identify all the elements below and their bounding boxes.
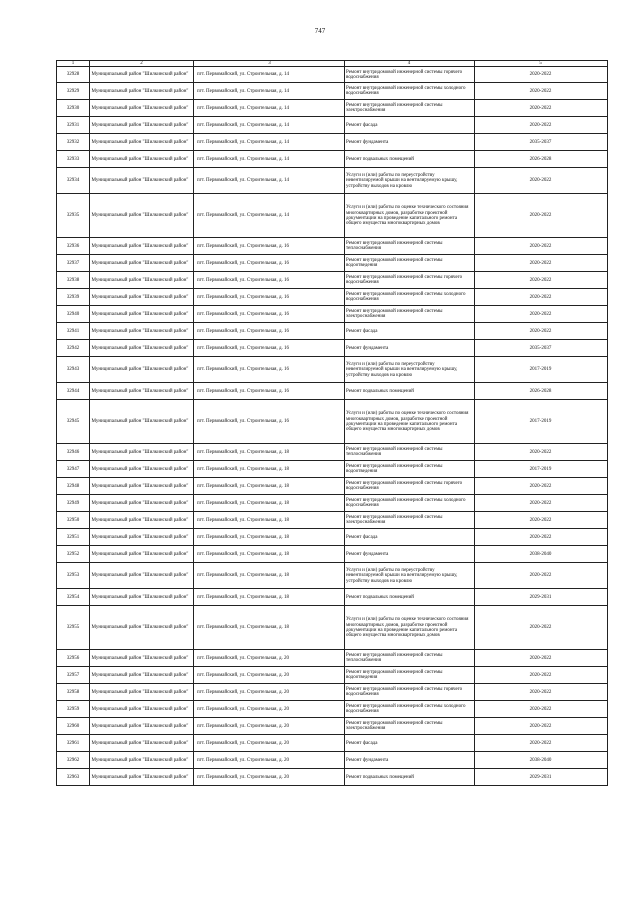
table-row	[57, 340, 608, 357]
period-cell: 2038-2040	[474, 752, 607, 769]
municipality-cell: Муниципальный район "Шилкинский район"	[90, 769, 194, 786]
table-row	[57, 444, 608, 461]
table-row	[57, 718, 608, 735]
row-id: 32940	[57, 306, 90, 323]
work-type-cell: Ремонт внутридомовой инженерной системы горячего водоснабжения	[344, 478, 474, 495]
column-header-3: 3	[194, 61, 345, 67]
municipality-cell: Муниципальный район "Шилкинский район"	[90, 289, 194, 306]
municipality-cell: Муниципальный район "Шилкинский район"	[90, 529, 194, 546]
period-cell: 2029-2031	[474, 589, 607, 606]
period-cell: 2017-2019	[474, 400, 607, 444]
period-cell: 2035-2037	[474, 134, 607, 151]
row-id: 32954	[57, 589, 90, 606]
period-cell: 2020-2022	[474, 100, 607, 117]
row-id: 32959	[57, 701, 90, 718]
period-cell: 2020-2022	[474, 512, 607, 529]
work-type-cell: Ремонт внутридомовой инженерной системы горячего водоснабжения	[344, 272, 474, 289]
work-type-cell: Ремонт фундамента	[344, 134, 474, 151]
table-row	[57, 323, 608, 340]
table-row	[57, 529, 608, 546]
address-cell: пгт. Первомайский, ул. Строительная, д. 20	[194, 735, 345, 752]
row-id: 32930	[57, 100, 90, 117]
table-row	[57, 194, 608, 238]
work-type-cell: Ремонт фундамента	[344, 340, 474, 357]
municipality-cell: Муниципальный район "Шилкинский район"	[90, 735, 194, 752]
table-row	[57, 67, 608, 83]
period-cell: 2020-2022	[474, 701, 607, 718]
address-cell: пгт. Первомайский, ул. Строительная, д. 18	[194, 529, 345, 546]
row-id: 32932	[57, 134, 90, 151]
table-row	[57, 255, 608, 272]
work-type-cell: Ремонт внутридомовой инженерной системы теплоснабжения	[344, 238, 474, 255]
table-row	[57, 512, 608, 529]
table-row	[57, 83, 608, 100]
work-type-cell: Услуги и (или) работы по оценке технического состояния многоквартирных домов, разработке проектной документации на проведение капитального ремонта общего имущества многоквартирных домов	[344, 400, 474, 444]
period-cell: 2020-2022	[474, 606, 607, 650]
work-type-cell: Ремонт фасада	[344, 117, 474, 134]
municipality-cell: Муниципальный район "Шилкинский район"	[90, 255, 194, 272]
address-cell: пгт. Первомайский, ул. Строительная, д. 14	[194, 194, 345, 238]
municipality-cell: Муниципальный район "Шилкинский район"	[90, 117, 194, 134]
period-cell: 2020-2022	[474, 323, 607, 340]
address-cell: пгт. Первомайский, ул. Строительная, д. 16	[194, 383, 345, 400]
period-cell: 2020-2022	[474, 529, 607, 546]
municipality-cell: Муниципальный район "Шилкинский район"	[90, 684, 194, 701]
table-row	[57, 650, 608, 667]
table-row	[57, 769, 608, 786]
municipality-cell: Муниципальный район "Шилкинский район"	[90, 400, 194, 444]
work-type-cell: Услуги и (или) работы по переустройству невентилируемой крыши на вентилируемую крышу, устройству выходов на кровлю	[344, 357, 474, 383]
period-cell: 2020-2022	[474, 289, 607, 306]
row-id: 32934	[57, 168, 90, 194]
period-cell: 2026-2028	[474, 151, 607, 168]
municipality-cell: Муниципальный район "Шилкинский район"	[90, 701, 194, 718]
period-cell: 2020-2022	[474, 495, 607, 512]
address-cell: пгт. Первомайский, ул. Строительная, д. 18	[194, 461, 345, 478]
table-row	[57, 546, 608, 563]
address-cell: пгт. Первомайский, ул. Строительная, д. 16	[194, 357, 345, 383]
table-row	[57, 461, 608, 478]
row-id: 32939	[57, 289, 90, 306]
address-cell: пгт. Первомайский, ул. Строительная, д. 18	[194, 512, 345, 529]
row-id: 32958	[57, 684, 90, 701]
row-id: 32937	[57, 255, 90, 272]
period-cell: 2029-2031	[474, 769, 607, 786]
period-cell: 2020-2022	[474, 117, 607, 134]
municipality-cell: Муниципальный район "Шилкинский район"	[90, 100, 194, 117]
work-type-cell: Ремонт внутридомовой инженерной системы электроснабжения	[344, 718, 474, 735]
row-id: 32943	[57, 357, 90, 383]
address-cell: пгт. Первомайский, ул. Строительная, д. 18	[194, 563, 345, 589]
address-cell: пгт. Первомайский, ул. Строительная, д. 14	[194, 134, 345, 151]
table-row	[57, 151, 608, 168]
period-cell: 2020-2022	[474, 306, 607, 323]
municipality-cell: Муниципальный район "Шилкинский район"	[90, 238, 194, 255]
address-cell: пгт. Первомайский, ул. Строительная, д. 14	[194, 83, 345, 100]
municipality-cell: Муниципальный район "Шилкинский район"	[90, 718, 194, 735]
address-cell: пгт. Первомайский, ул. Строительная, д. 16	[194, 255, 345, 272]
period-cell: 2020-2022	[474, 255, 607, 272]
row-id: 32960	[57, 718, 90, 735]
address-cell: пгт. Первомайский, ул. Строительная, д. 16	[194, 340, 345, 357]
address-cell: пгт. Первомайский, ул. Строительная, д. 14	[194, 100, 345, 117]
work-type-cell: Ремонт внутридомовой инженерной системы холодного водоснабжения	[344, 701, 474, 718]
period-cell: 2020-2022	[474, 563, 607, 589]
work-type-cell: Услуги и (или) работы по переустройству невентилируемой крыши на вентилируемую крышу, устройству выходов на кровлю	[344, 563, 474, 589]
address-cell: пгт. Первомайский, ул. Строительная, д. 20	[194, 701, 345, 718]
work-type-cell: Ремонт внутридомовой инженерной системы водоотведения	[344, 461, 474, 478]
work-type-cell: Ремонт внутридомовой инженерной системы электроснабжения	[344, 306, 474, 323]
work-type-cell: Ремонт внутридомовой инженерной системы теплоснабжения	[344, 444, 474, 461]
period-cell: 2020-2022	[474, 83, 607, 100]
address-cell: пгт. Первомайский, ул. Строительная, д. 16	[194, 238, 345, 255]
period-cell: 2020-2022	[474, 168, 607, 194]
period-cell: 2020-2022	[474, 478, 607, 495]
municipality-cell: Муниципальный район "Шилкинский район"	[90, 512, 194, 529]
table-row	[57, 701, 608, 718]
table-row	[57, 117, 608, 134]
column-header-1: 1	[57, 61, 90, 67]
municipality-cell: Муниципальный район "Шилкинский район"	[90, 589, 194, 606]
row-id: 32952	[57, 546, 90, 563]
table-row	[57, 383, 608, 400]
address-cell: пгт. Первомайский, ул. Строительная, д. 14	[194, 168, 345, 194]
table-row	[57, 289, 608, 306]
address-cell: пгт. Первомайский, ул. Строительная, д. 18	[194, 444, 345, 461]
municipality-cell: Муниципальный район "Шилкинский район"	[90, 67, 194, 83]
row-id: 32935	[57, 194, 90, 238]
row-id: 32945	[57, 400, 90, 444]
municipality-cell: Муниципальный район "Шилкинский район"	[90, 323, 194, 340]
period-cell: 2020-2022	[474, 67, 607, 83]
period-cell: 2020-2022	[474, 684, 607, 701]
address-cell: пгт. Первомайский, ул. Строительная, д. 16	[194, 400, 345, 444]
address-cell: пгт. Первомайский, ул. Строительная, д. 16	[194, 272, 345, 289]
row-id: 32953	[57, 563, 90, 589]
municipality-cell: Муниципальный район "Шилкинский район"	[90, 168, 194, 194]
period-cell: 2020-2022	[474, 718, 607, 735]
address-cell: пгт. Первомайский, ул. Строительная, д. 14	[194, 151, 345, 168]
row-id: 32961	[57, 735, 90, 752]
municipality-cell: Муниципальный район "Шилкинский район"	[90, 383, 194, 400]
table-row	[57, 684, 608, 701]
work-type-cell: Ремонт внутридомовой инженерной системы горячего водоснабжения	[344, 67, 474, 83]
table-row	[57, 100, 608, 117]
table-row	[57, 495, 608, 512]
address-cell: пгт. Первомайский, ул. Строительная, д. 16	[194, 323, 345, 340]
work-type-cell: Ремонт фундамента	[344, 546, 474, 563]
municipality-cell: Муниципальный район "Шилкинский район"	[90, 151, 194, 168]
work-type-cell: Ремонт внутридомовой инженерной системы электроснабжения	[344, 100, 474, 117]
municipality-cell: Муниципальный район "Шилкинский район"	[90, 546, 194, 563]
period-cell: 2020-2022	[474, 650, 607, 667]
table-row	[57, 606, 608, 650]
row-id: 32941	[57, 323, 90, 340]
municipality-cell: Муниципальный район "Шилкинский район"	[90, 272, 194, 289]
work-type-cell: Ремонт подвальных помещений	[344, 769, 474, 786]
work-type-cell: Услуги и (или) работы по оценке технического состояния многоквартирных домов, разработке проектной документации на проведение капитального ремонта общего имущества многоквартирных домов	[344, 194, 474, 238]
municipality-cell: Муниципальный район "Шилкинский район"	[90, 444, 194, 461]
address-cell: пгт. Первомайский, ул. Строительная, д. 14	[194, 117, 345, 134]
table-row	[57, 134, 608, 151]
row-id: 32931	[57, 117, 90, 134]
municipality-cell: Муниципальный район "Шилкинский район"	[90, 650, 194, 667]
municipality-cell: Муниципальный район "Шилкинский район"	[90, 83, 194, 100]
row-id: 32955	[57, 606, 90, 650]
table-row	[57, 400, 608, 444]
row-id: 32942	[57, 340, 90, 357]
period-cell: 2017-2019	[474, 357, 607, 383]
work-type-cell: Услуги и (или) работы по оценке технического состояния многоквартирных домов, разработке проектной документации на проведение капитального ремонта общего имущества многоквартирных домов	[344, 606, 474, 650]
address-cell: пгт. Первомайский, ул. Строительная, д. 20	[194, 650, 345, 667]
municipality-cell: Муниципальный район "Шилкинский район"	[90, 306, 194, 323]
period-cell: 2026-2028	[474, 383, 607, 400]
row-id: 32929	[57, 83, 90, 100]
period-cell: 2020-2022	[474, 194, 607, 238]
row-id: 32963	[57, 769, 90, 786]
address-cell: пгт. Первомайский, ул. Строительная, д. 20	[194, 667, 345, 684]
address-cell: пгт. Первомайский, ул. Строительная, д. 18	[194, 606, 345, 650]
address-cell: пгт. Первомайский, ул. Строительная, д. 16	[194, 306, 345, 323]
address-cell: пгт. Первомайский, ул. Строительная, д. 18	[194, 495, 345, 512]
municipality-cell: Муниципальный район "Шилкинский район"	[90, 194, 194, 238]
row-id: 32928	[57, 67, 90, 83]
row-id: 32946	[57, 444, 90, 461]
work-type-cell: Ремонт внутридомовой инженерной системы холодного водоснабжения	[344, 289, 474, 306]
row-id: 32947	[57, 461, 90, 478]
period-cell: 2020-2022	[474, 238, 607, 255]
work-type-cell: Ремонт внутридомовой инженерной системы холодного водоснабжения	[344, 83, 474, 100]
work-type-cell: Услуги и (или) работы по переустройству невентилируемой крыши на вентилируемую крышу, устройству выходов на кровлю	[344, 168, 474, 194]
row-id: 32944	[57, 383, 90, 400]
row-id: 32962	[57, 752, 90, 769]
address-cell: пгт. Первомайский, ул. Строительная, д. 20	[194, 752, 345, 769]
table-row	[57, 667, 608, 684]
row-id: 32933	[57, 151, 90, 168]
period-cell: 2017-2019	[474, 461, 607, 478]
row-id: 32936	[57, 238, 90, 255]
municipality-cell: Муниципальный район "Шилкинский район"	[90, 340, 194, 357]
address-cell: пгт. Первомайский, ул. Строительная, д. 20	[194, 718, 345, 735]
column-header-2: 2	[90, 61, 194, 67]
work-type-cell: Ремонт фасада	[344, 735, 474, 752]
work-type-cell: Ремонт подвальных помещений	[344, 151, 474, 168]
work-type-cell: Ремонт подвальных помещений	[344, 383, 474, 400]
period-cell: 2035-2037	[474, 340, 607, 357]
row-id: 32938	[57, 272, 90, 289]
work-type-cell: Ремонт подвальных помещений	[344, 589, 474, 606]
table-row	[57, 735, 608, 752]
period-cell: 2020-2022	[474, 444, 607, 461]
table-row	[57, 272, 608, 289]
period-cell: 2020-2022	[474, 667, 607, 684]
municipality-cell: Муниципальный район "Шилкинский район"	[90, 752, 194, 769]
row-id: 32948	[57, 478, 90, 495]
municipality-cell: Муниципальный район "Шилкинский район"	[90, 357, 194, 383]
work-type-cell: Ремонт внутридомовой инженерной системы холодного водоснабжения	[344, 495, 474, 512]
row-id: 32956	[57, 650, 90, 667]
work-type-cell: Ремонт фундамента	[344, 752, 474, 769]
period-cell: 2020-2022	[474, 735, 607, 752]
work-type-cell: Ремонт внутридомовой инженерной системы водоотведения	[344, 667, 474, 684]
row-id: 32951	[57, 529, 90, 546]
table-row	[57, 589, 608, 606]
row-id: 32949	[57, 495, 90, 512]
work-type-cell: Ремонт фасада	[344, 323, 474, 340]
table-row	[57, 306, 608, 323]
address-cell: пгт. Первомайский, ул. Строительная, д. 16	[194, 289, 345, 306]
municipality-cell: Муниципальный район "Шилкинский район"	[90, 495, 194, 512]
period-cell: 2038-2040	[474, 546, 607, 563]
address-cell: пгт. Первомайский, ул. Строительная, д. 20	[194, 769, 345, 786]
row-id: 32957	[57, 667, 90, 684]
work-type-cell: Ремонт внутридомовой инженерной системы горячего водоснабжения	[344, 684, 474, 701]
table-row	[57, 752, 608, 769]
column-header-5: 5	[474, 61, 607, 67]
period-cell: 2020-2022	[474, 272, 607, 289]
table-row	[57, 357, 608, 383]
municipality-cell: Муниципальный район "Шилкинский район"	[90, 606, 194, 650]
table-body	[57, 67, 608, 786]
table-row	[57, 238, 608, 255]
work-type-cell: Ремонт внутридомовой инженерной системы электроснабжения	[344, 512, 474, 529]
page-number: 747	[314, 27, 326, 35]
municipality-cell: Муниципальный район "Шилкинский район"	[90, 563, 194, 589]
row-id: 32950	[57, 512, 90, 529]
capital-repair-table	[56, 60, 608, 786]
work-type-cell: Ремонт фасада	[344, 529, 474, 546]
address-cell: пгт. Первомайский, ул. Строительная, д. 14	[194, 67, 345, 83]
address-cell: пгт. Первомайский, ул. Строительная, д. 18	[194, 546, 345, 563]
municipality-cell: Муниципальный район "Шилкинский район"	[90, 478, 194, 495]
work-type-cell: Ремонт внутридомовой инженерной системы теплоснабжения	[344, 650, 474, 667]
municipality-cell: Муниципальный район "Шилкинский район"	[90, 461, 194, 478]
table-row	[57, 168, 608, 194]
address-cell: пгт. Первомайский, ул. Строительная, д. 18	[194, 478, 345, 495]
column-header-4: 4	[344, 61, 474, 67]
table-row	[57, 478, 608, 495]
table-row	[57, 563, 608, 589]
address-cell: пгт. Первомайский, ул. Строительная, д. 18	[194, 589, 345, 606]
address-cell: пгт. Первомайский, ул. Строительная, д. 20	[194, 684, 345, 701]
municipality-cell: Муниципальный район "Шилкинский район"	[90, 667, 194, 684]
work-type-cell: Ремонт внутридомовой инженерной системы водоотведения	[344, 255, 474, 272]
municipality-cell: Муниципальный район "Шилкинский район"	[90, 134, 194, 151]
